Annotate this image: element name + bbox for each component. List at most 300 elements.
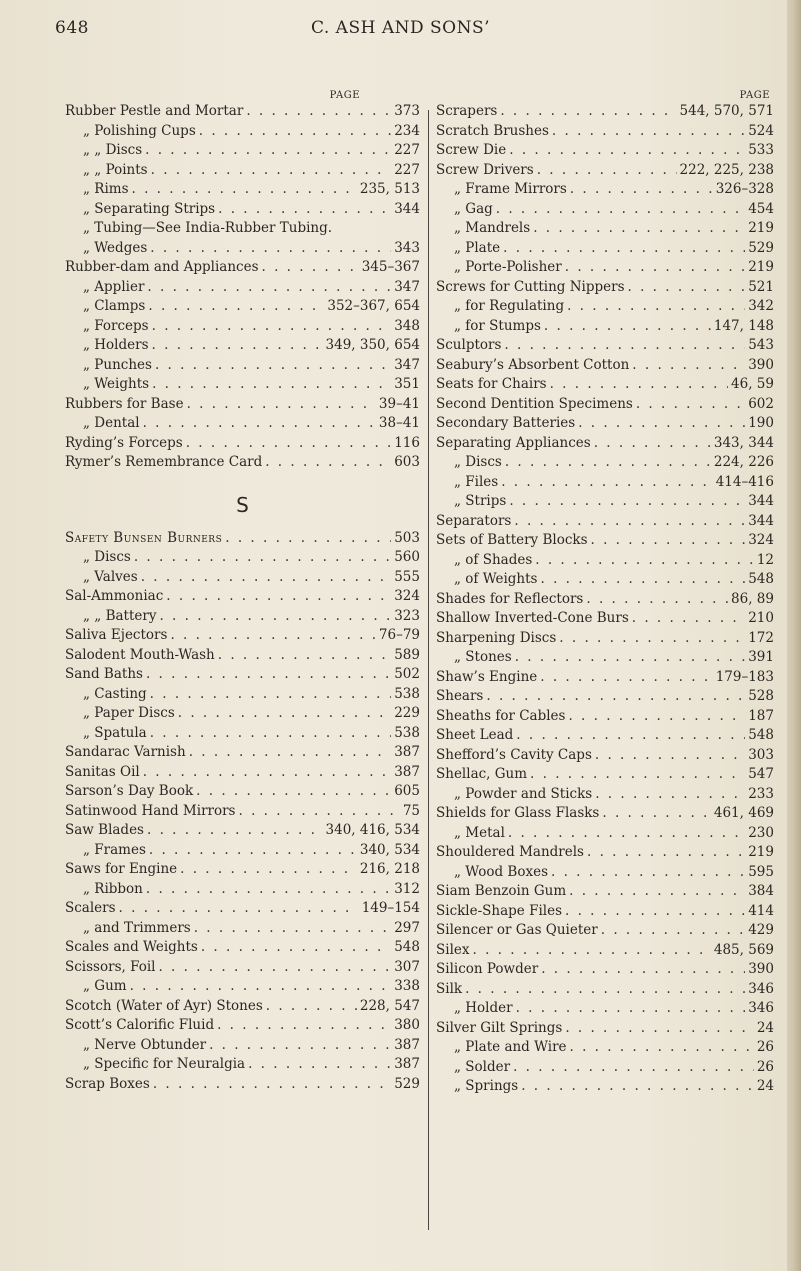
entry-pages: 340, 534 (359, 841, 420, 858)
entry-term: Scotch (Water of Ayr) Stones (65, 997, 263, 1014)
entry-pages: 323 (394, 607, 420, 624)
entry-pages: 503 (394, 529, 420, 546)
entry-pages: 324 (394, 588, 420, 604)
index-entry (436, 180, 774, 200)
index-entry (436, 395, 774, 415)
index-entry (65, 414, 420, 434)
entry-term: „ Mandrels (454, 220, 531, 236)
dot-leader (540, 668, 712, 688)
index-entry (436, 317, 774, 337)
dot-leader (570, 1038, 754, 1058)
dot-leader (152, 336, 323, 356)
index-entry (65, 841, 420, 861)
entry-pages: 390 (748, 961, 774, 977)
index-entry (65, 626, 420, 646)
dot-leader (508, 824, 745, 844)
entry-term: „ Valves (83, 568, 138, 585)
dot-leader (150, 239, 391, 259)
index-entry (436, 980, 774, 1000)
index-entry (65, 821, 420, 841)
index-entry (436, 960, 774, 980)
entry-pages: 224, 226 (713, 454, 774, 470)
dot-leader (516, 999, 746, 1019)
index-entry (436, 336, 774, 356)
index-column-right (436, 90, 774, 1097)
entry-term: „ Nerve Obtunder (83, 1036, 207, 1053)
dot-leader (535, 551, 754, 571)
entry-pages: 538 (394, 685, 420, 702)
entry-term: „ Plate (454, 239, 501, 256)
dot-leader (209, 1036, 391, 1056)
entry-term: Scales and Weights (65, 939, 198, 955)
dot-leader (515, 648, 746, 668)
entry-pages: 172 (748, 629, 774, 646)
dot-leader (505, 453, 711, 473)
entry-pages: 228, 547 (359, 997, 420, 1014)
index-entry (436, 219, 774, 239)
dot-leader (513, 1058, 754, 1078)
entry-pages: 485, 569 (713, 941, 774, 958)
index-entry (436, 239, 774, 259)
entry-term: „ Frames (83, 841, 146, 858)
entry-pages: 234 (394, 122, 420, 139)
index-entry (436, 258, 774, 278)
page-column-label: PAGE (329, 90, 360, 101)
entry-term: „ Separating Strips (83, 200, 216, 217)
entry-term: Silex (436, 941, 470, 958)
dot-leader (486, 687, 745, 707)
entry-pages: 340, 416, 534 (325, 822, 420, 838)
entry-pages: 524 (748, 122, 774, 139)
dot-leader (225, 529, 391, 549)
entry-pages: 454 (748, 200, 774, 217)
index-entry (436, 902, 774, 922)
index-entry (436, 551, 774, 571)
dot-leader (544, 317, 711, 337)
dot-leader (533, 219, 745, 239)
index-entry (65, 802, 420, 822)
entry-pages: 533 (748, 142, 774, 158)
entry-pages: 414 (748, 902, 774, 919)
entry-term: Ryding’s Forceps (65, 434, 183, 451)
dot-leader (521, 1077, 754, 1097)
dot-leader (153, 1075, 391, 1095)
entry-term: „ Polishing Cups (83, 122, 196, 139)
entry-term: Shears (436, 688, 484, 704)
entry-pages: 116 (394, 434, 420, 451)
dot-leader (530, 765, 745, 785)
dot-leader (248, 1055, 391, 1075)
entry-term: „ Applier (83, 278, 145, 295)
entry-pages: 343, 344 (713, 434, 774, 451)
dot-leader (119, 899, 359, 919)
entry-pages: 342 (748, 298, 774, 314)
dot-leader (155, 356, 391, 376)
entry-term: „ Casting (83, 685, 147, 702)
dot-leader (503, 239, 745, 259)
entry-term: Shouldered Mandrels (436, 844, 584, 860)
entry-term: „ Plate and Wire (454, 1039, 567, 1055)
entry-term: Screw Die (436, 142, 507, 158)
entry-term: Silver Gilt Springs (436, 1019, 563, 1036)
entry-term: „ „ Discs (83, 142, 143, 158)
index-entry (65, 141, 420, 161)
entry-pages: 303 (748, 746, 774, 763)
entry-pages: 219 (748, 259, 774, 275)
entry-pages: 387 (394, 744, 420, 760)
entry-term: Rubber Pestle and Mortar (65, 103, 244, 119)
entry-term: Silk (436, 980, 463, 997)
index-entry (65, 161, 420, 181)
entry-pages: 528 (748, 688, 774, 704)
entry-term: „ and Trimmers (83, 919, 191, 936)
dot-leader (146, 880, 391, 900)
entry-term: Sanitas Oil (65, 763, 140, 780)
entry-term: Salodent Mouth-Wash (65, 646, 215, 663)
index-entry (436, 726, 774, 746)
index-entry (65, 704, 420, 724)
entry-pages: 227 (394, 161, 420, 178)
entry-pages: 548 (394, 939, 420, 955)
dot-leader (149, 841, 357, 861)
entry-term: Shellac, Gum (436, 766, 528, 782)
dot-leader (632, 609, 745, 629)
entry-pages: 76–79 (378, 627, 420, 643)
running-header (0, 10, 801, 40)
entry-term: „ „ Points (83, 161, 148, 178)
entry-pages: 502 (394, 666, 420, 682)
dot-leader (587, 843, 745, 863)
index-entry (65, 548, 420, 568)
entry-term: „ Forceps (83, 317, 149, 334)
entry-term: Sheet Lead (436, 727, 514, 743)
entry-pages: 390 (748, 356, 774, 373)
entry-term: „ Ribbon (83, 880, 143, 897)
dot-leader (465, 980, 745, 1000)
entry-pages: 345–367 (361, 259, 420, 275)
index-entry (436, 1019, 774, 1039)
dot-leader (194, 919, 392, 939)
index-entry (436, 414, 774, 434)
dot-leader (537, 161, 677, 181)
index-entry (65, 180, 420, 200)
dot-leader (266, 997, 357, 1017)
index-entry (65, 453, 420, 473)
index-entry (436, 102, 774, 122)
index-entry (436, 765, 774, 785)
dot-leader (568, 707, 745, 727)
dot-leader (217, 1016, 391, 1036)
index-entry (65, 646, 420, 666)
index-entry (65, 860, 420, 880)
index-entry (436, 1038, 774, 1058)
entry-pages: 190 (748, 415, 774, 431)
index-entry (65, 743, 420, 763)
entry-pages: 338 (394, 978, 420, 994)
index-entry (65, 297, 420, 317)
entry-term: Rymer’s Remembrance Card (65, 454, 263, 470)
entry-term: „ Files (454, 473, 499, 490)
index-entry (65, 685, 420, 705)
entry-term: Satinwood Hand Mirrors (65, 802, 236, 819)
entry-pages: 384 (748, 883, 774, 899)
index-entry (436, 648, 774, 668)
entry-pages: 529 (748, 239, 774, 256)
dot-leader (514, 512, 745, 532)
index-entry (65, 880, 420, 900)
entry-term: „ Powder and Sticks (454, 785, 593, 802)
dot-leader (570, 180, 713, 200)
dot-leader (601, 921, 745, 941)
entry-pages: 529 (394, 1075, 420, 1092)
index-entry (436, 161, 774, 181)
index-entry (436, 531, 774, 551)
running-title: C. ASH AND SONS’ (310, 18, 491, 38)
dot-leader (147, 278, 391, 298)
dot-leader (565, 258, 745, 278)
index-entry (436, 356, 774, 376)
entry-term: Shields for Glass Flasks (436, 805, 600, 821)
section-letter: S (236, 492, 249, 517)
entry-term: „ „ Battery (83, 607, 157, 624)
dot-leader (501, 473, 712, 493)
entry-pages: 380 (394, 1017, 420, 1033)
entry-pages: 149–154 (361, 900, 420, 916)
entry-pages: 210 (748, 610, 774, 626)
page-column-label: PAGE (739, 90, 770, 101)
entry-term: Sickle-Shape Files (436, 902, 563, 919)
entry-pages: 235, 513 (359, 181, 420, 197)
entry-pages: 24 (756, 1019, 774, 1036)
dot-leader (602, 804, 711, 824)
entry-term: Second Dentition Specimens (436, 395, 633, 412)
dot-leader (541, 960, 745, 980)
entry-pages: 461, 469 (713, 805, 774, 821)
entry-term: Shallow Inverted-Cone Burs (436, 610, 629, 626)
entry-pages: 24 (756, 1078, 774, 1094)
page-number: 648 (55, 18, 89, 38)
entry-term: „ for Stumps (454, 317, 541, 334)
dot-leader (187, 395, 376, 415)
dot-leader (594, 434, 711, 454)
index-entry (65, 200, 420, 220)
entry-pages: 346 (748, 980, 774, 997)
dot-leader (636, 395, 745, 415)
entry-term: Scrap Boxes (65, 1075, 150, 1092)
dot-leader (246, 102, 391, 122)
page-edge (787, 0, 801, 1271)
entry-pages: 538 (394, 724, 420, 741)
dot-leader (591, 531, 746, 551)
dot-leader (178, 704, 391, 724)
entry-term: „ Weights (83, 376, 150, 392)
entry-term: „ Solder (454, 1058, 511, 1075)
entry-pages: 343 (394, 239, 420, 256)
dot-leader (540, 570, 745, 590)
entry-term: „ Frame Mirrors (454, 181, 567, 197)
index-entry (65, 899, 420, 919)
index-entry (436, 824, 774, 844)
dot-leader (504, 336, 745, 356)
entry-term: „ Metal (454, 824, 505, 841)
entry-term: Rubbers for Base (65, 395, 184, 412)
entry-term: Shaw’s Engine (436, 668, 538, 685)
entry-pages: 12 (756, 551, 774, 568)
dot-leader (565, 1019, 754, 1039)
dot-leader (186, 434, 392, 454)
entries-r (65, 102, 420, 473)
index-entry (65, 763, 420, 783)
entry-pages: 46, 59 (731, 376, 774, 392)
entry-pages: 26 (756, 1058, 774, 1075)
index-entry (65, 1075, 420, 1095)
dot-leader (158, 958, 391, 978)
entry-pages: 373 (394, 103, 420, 119)
index-entry (65, 782, 420, 802)
entry-pages: 147, 148 (713, 317, 774, 334)
index-entry (436, 1077, 774, 1097)
entry-term: Rubber-dam and Appliances (65, 259, 259, 275)
index-entry (65, 977, 420, 997)
index-entry (65, 239, 420, 259)
entry-pages: 544, 570, 571 (679, 103, 774, 119)
entry-term: Safety Bunsen Burners (65, 529, 223, 546)
dot-leader (180, 860, 357, 880)
entry-pages: 543 (748, 337, 774, 353)
entry-pages: 26 (756, 1039, 774, 1055)
dot-leader (509, 141, 745, 161)
entry-pages: 391 (748, 649, 774, 665)
entry-term: Separators (436, 512, 512, 529)
entry-term: „ Porte-Polisher (454, 259, 562, 275)
entry-term: „ Specific for Neuralgia (83, 1056, 246, 1072)
index-entry (436, 629, 774, 649)
entry-term: Shefford’s Cavity Caps (436, 746, 592, 763)
dot-leader (516, 726, 745, 746)
dot-leader (170, 626, 375, 646)
dot-leader (152, 317, 392, 337)
entry-term: „ Discs (454, 454, 502, 470)
entry-term: Sal-Ammoniac (65, 588, 164, 604)
dot-leader (134, 548, 391, 568)
dot-leader (143, 763, 392, 783)
index-entry (436, 882, 774, 902)
entry-pages: 603 (394, 454, 420, 470)
index-entry (436, 297, 774, 317)
entry-pages: 344 (394, 200, 420, 217)
dot-leader (628, 278, 746, 298)
index-entry (65, 278, 420, 298)
entry-term: Sets of Battery Blocks (436, 532, 588, 548)
entry-pages: 348 (394, 317, 420, 334)
index-entry (65, 219, 420, 239)
entry-term: „ Clamps (83, 298, 146, 314)
dot-leader (578, 414, 745, 434)
entry-pages: 222, 225, 238 (679, 161, 774, 178)
index-entry (436, 843, 774, 863)
entry-term: „ Wood Boxes (454, 863, 549, 880)
dot-leader (567, 297, 745, 317)
index-entry (65, 122, 420, 142)
entry-term: Silencer or Gas Quieter (436, 922, 598, 938)
dot-leader (262, 258, 359, 278)
entry-term: Sandarac Varnish (65, 744, 186, 760)
entry-pages: 75 (402, 802, 420, 819)
dot-leader (201, 938, 391, 958)
dot-leader (199, 122, 391, 142)
index-entry (65, 1016, 420, 1036)
entry-term: „ Tubing—See India-Rubber Tubing. (83, 220, 333, 236)
index-entry (65, 938, 420, 958)
entry-pages: 605 (394, 783, 420, 799)
entry-term: „ Holders (83, 337, 149, 353)
entry-pages: 548 (748, 727, 774, 743)
dot-leader (595, 746, 745, 766)
entry-term: „ Springs (454, 1078, 519, 1094)
entry-pages: 352–367, 654 (327, 298, 420, 314)
entry-pages: 602 (748, 395, 774, 412)
dot-leader (595, 785, 745, 805)
entry-pages: 548 (748, 571, 774, 587)
index-entry (436, 278, 774, 298)
entry-pages: 414–416 (715, 473, 774, 490)
entry-pages: 349, 350, 654 (325, 337, 420, 353)
entry-pages: 344 (748, 493, 774, 509)
entry-pages: 307 (394, 958, 420, 975)
index-entry (65, 724, 420, 744)
entry-term: Separating Appliances (436, 434, 591, 451)
dot-leader (148, 297, 324, 317)
entry-pages: 344 (748, 512, 774, 529)
index-entry (436, 941, 774, 961)
entry-term: Secondary Batteries (436, 415, 576, 431)
index-entry (436, 570, 774, 590)
entry-term: „ of Weights (454, 571, 538, 587)
entry-term: Screws for Cutting Nippers (436, 278, 625, 295)
index-entry (436, 863, 774, 883)
dot-leader (150, 685, 392, 705)
entry-term: „ Gag (454, 200, 493, 217)
entry-pages: 547 (748, 766, 774, 782)
index-entry (65, 529, 420, 549)
entry-pages: 347 (394, 356, 420, 373)
entry-term: Sharpening Discs (436, 629, 557, 646)
index-entry (436, 668, 774, 688)
entry-term: „ Rims (83, 181, 129, 197)
entry-pages: 230 (748, 824, 774, 841)
index-entry (65, 958, 420, 978)
entries-right (436, 102, 774, 1097)
index-entry (436, 999, 774, 1019)
entry-term: Sculptors (436, 337, 502, 353)
entry-term: Saws for Engine (65, 861, 178, 877)
entry-term: Screw Drivers (436, 161, 534, 178)
entry-term: „ Strips (454, 493, 507, 509)
index-entry (436, 707, 774, 727)
dot-leader (130, 977, 392, 997)
entry-pages: 387 (394, 763, 420, 780)
entry-pages: 312 (394, 880, 420, 897)
dot-leader (146, 665, 391, 685)
entry-term: Saw Blades (65, 822, 144, 838)
dot-leader (189, 743, 392, 763)
entry-pages: 387 (394, 1056, 420, 1072)
index-entry (436, 785, 774, 805)
index-entry (65, 587, 420, 607)
index-entry (65, 356, 420, 376)
dot-leader (159, 607, 391, 627)
index-entry (436, 200, 774, 220)
